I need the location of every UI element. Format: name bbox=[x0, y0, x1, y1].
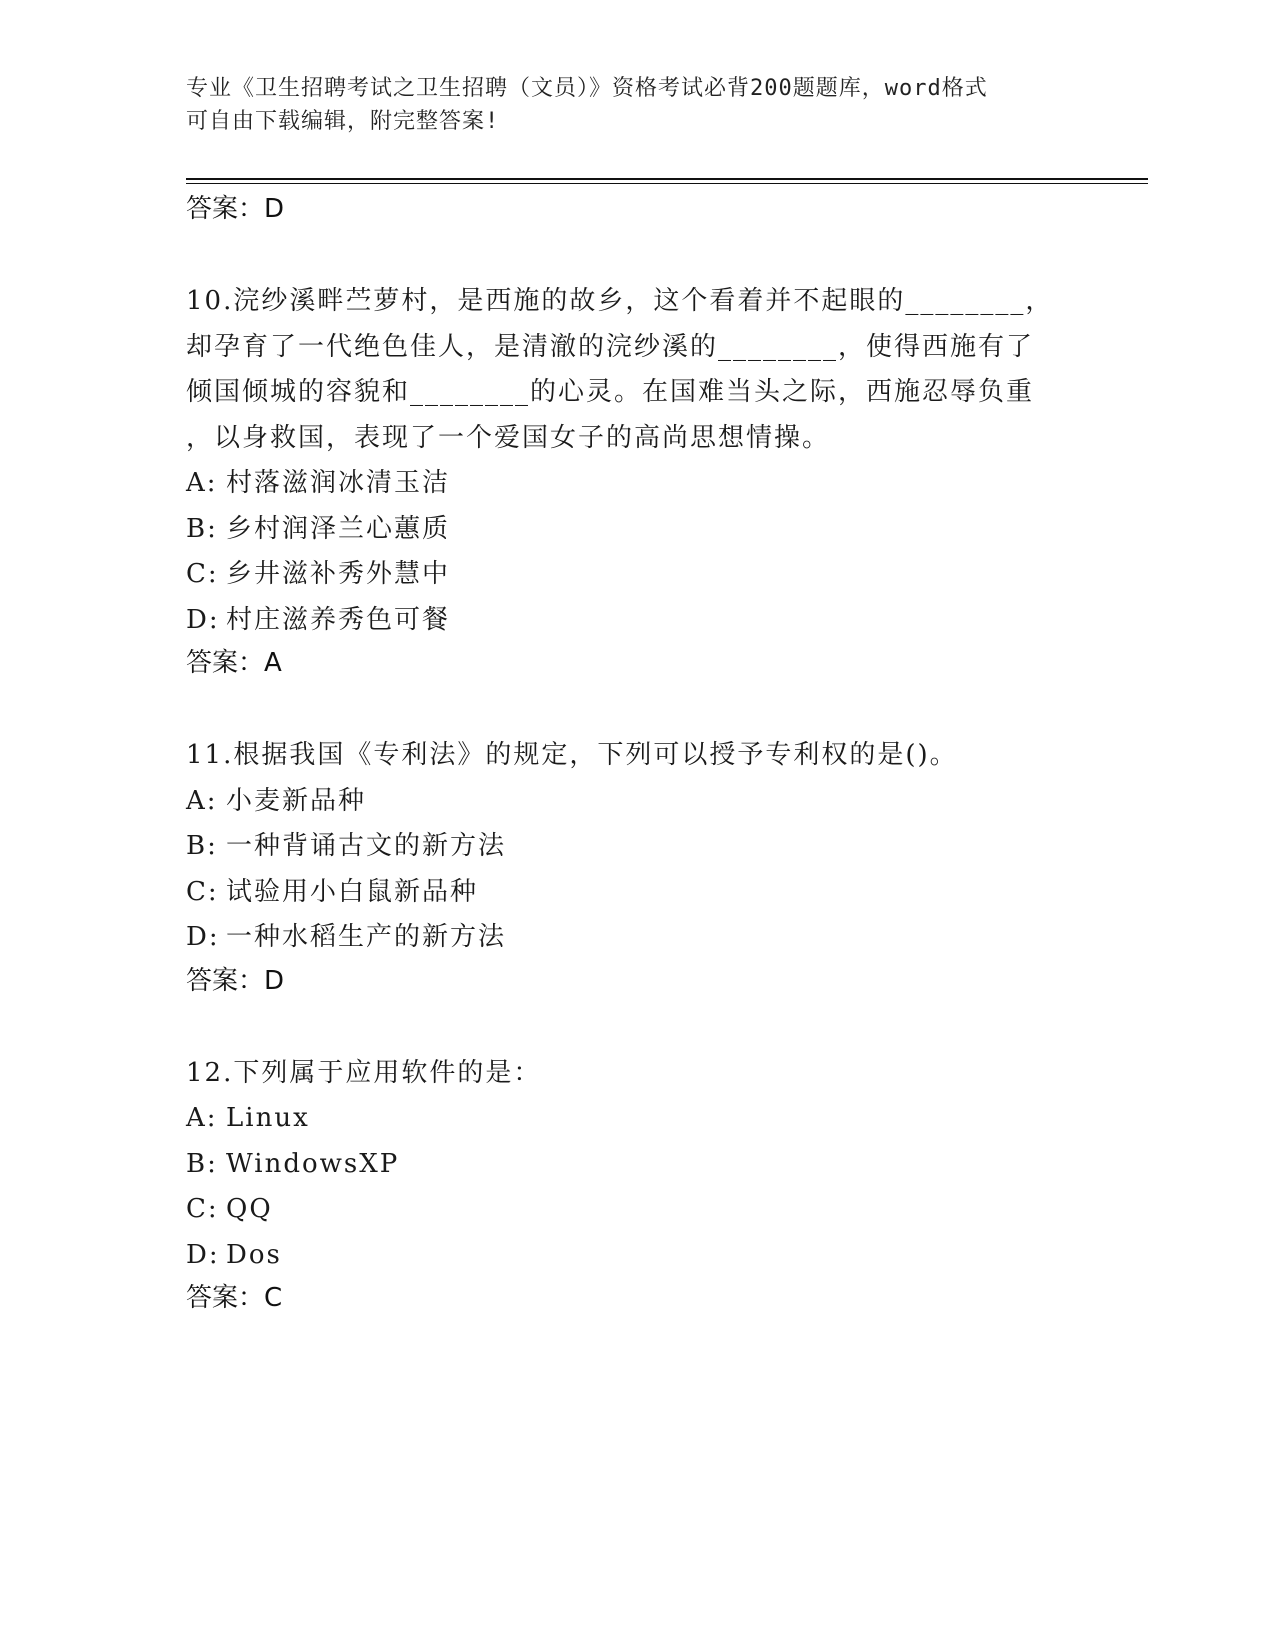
question-stem-line: ，以身救国，表现了一个爱国女子的高尚思想情操。 bbox=[186, 422, 831, 453]
option-text: Dos bbox=[226, 1239, 282, 1270]
option-letter: D: bbox=[186, 922, 220, 952]
option-letter: A: bbox=[186, 468, 218, 498]
question-stem-line: 11.根据我国《专利法》的规定，下列可以授予专利权的是()。 bbox=[186, 740, 958, 770]
option-text: 村落滋润冰清玉洁 bbox=[226, 468, 451, 498]
header-rule-thin bbox=[186, 183, 1148, 184]
header-title-line-2: 可自由下载编辑，附完整答案! bbox=[186, 109, 500, 134]
option-b bbox=[186, 1142, 1086, 1188]
option-text: 乡井滋补秀外慧中 bbox=[226, 559, 451, 589]
question-answer: 答案：D bbox=[186, 965, 285, 996]
option-d bbox=[186, 1233, 1086, 1279]
option-a bbox=[186, 461, 1086, 507]
previous-question-answer: 答案：D bbox=[186, 194, 285, 224]
option-letter: A: bbox=[186, 1103, 218, 1133]
question-11 bbox=[186, 733, 1086, 1005]
question-list bbox=[186, 189, 1086, 1322]
option-text: 小麦新品种 bbox=[226, 785, 367, 816]
option-text: 一种水稻生产的新方法 bbox=[226, 922, 507, 952]
question-stem-line: 倾国倾城的容貌和________的心灵。在国难当头之际，西施忍辱负重 bbox=[186, 377, 1035, 407]
option-letter: C: bbox=[186, 876, 219, 907]
option-text: WindowsXP bbox=[226, 1148, 400, 1179]
option-c bbox=[186, 1187, 1086, 1233]
option-text: 村庄滋养秀色可餐 bbox=[226, 604, 451, 635]
option-text: Linux bbox=[226, 1103, 310, 1133]
option-text: QQ bbox=[226, 1194, 273, 1224]
option-letter: C: bbox=[186, 1194, 219, 1224]
header-title-line-1: 专业《卫生招聘考试之卫生招聘（文员）》资格考试必背200题题库，word格式 bbox=[186, 76, 988, 101]
option-d bbox=[186, 598, 1086, 644]
option-letter: C: bbox=[186, 559, 219, 589]
option-a bbox=[186, 779, 1086, 825]
spacer bbox=[186, 687, 1086, 733]
spacer bbox=[186, 233, 1086, 279]
question-10 bbox=[186, 279, 1086, 687]
option-letter: B: bbox=[186, 831, 218, 861]
option-a bbox=[186, 1096, 1086, 1142]
spacer bbox=[186, 1005, 1086, 1051]
question-stem-line: 10.浣纱溪畔苎萝村，是西施的故乡，这个看着并不起眼的________， bbox=[186, 286, 1054, 316]
page-header bbox=[186, 72, 1066, 138]
question-stem-line: 却孕育了一代绝色佳人，是清澈的浣纱溪的________，使得西施有了 bbox=[186, 331, 1035, 362]
option-text: 一种背诵古文的新方法 bbox=[226, 831, 507, 861]
question-stem-line: 12.下列属于应用软件的是： bbox=[186, 1057, 542, 1088]
option-c bbox=[186, 552, 1086, 598]
option-d bbox=[186, 915, 1086, 961]
question-12 bbox=[186, 1051, 1086, 1323]
option-letter: D: bbox=[186, 1239, 220, 1270]
option-text: 乡村润泽兰心蕙质 bbox=[226, 513, 451, 544]
question-answer: 答案：C bbox=[186, 1283, 283, 1313]
option-letter: A: bbox=[186, 785, 218, 816]
question-answer: 答案：A bbox=[186, 648, 282, 678]
option-letter: B: bbox=[186, 1148, 218, 1179]
option-text: 试验用小白鼠新品种 bbox=[226, 876, 479, 907]
option-letter: D: bbox=[186, 604, 220, 635]
header-rule-thick bbox=[186, 178, 1148, 180]
option-c bbox=[186, 870, 1086, 916]
option-b bbox=[186, 507, 1086, 553]
option-letter: B: bbox=[186, 513, 218, 544]
option-b bbox=[186, 824, 1086, 870]
